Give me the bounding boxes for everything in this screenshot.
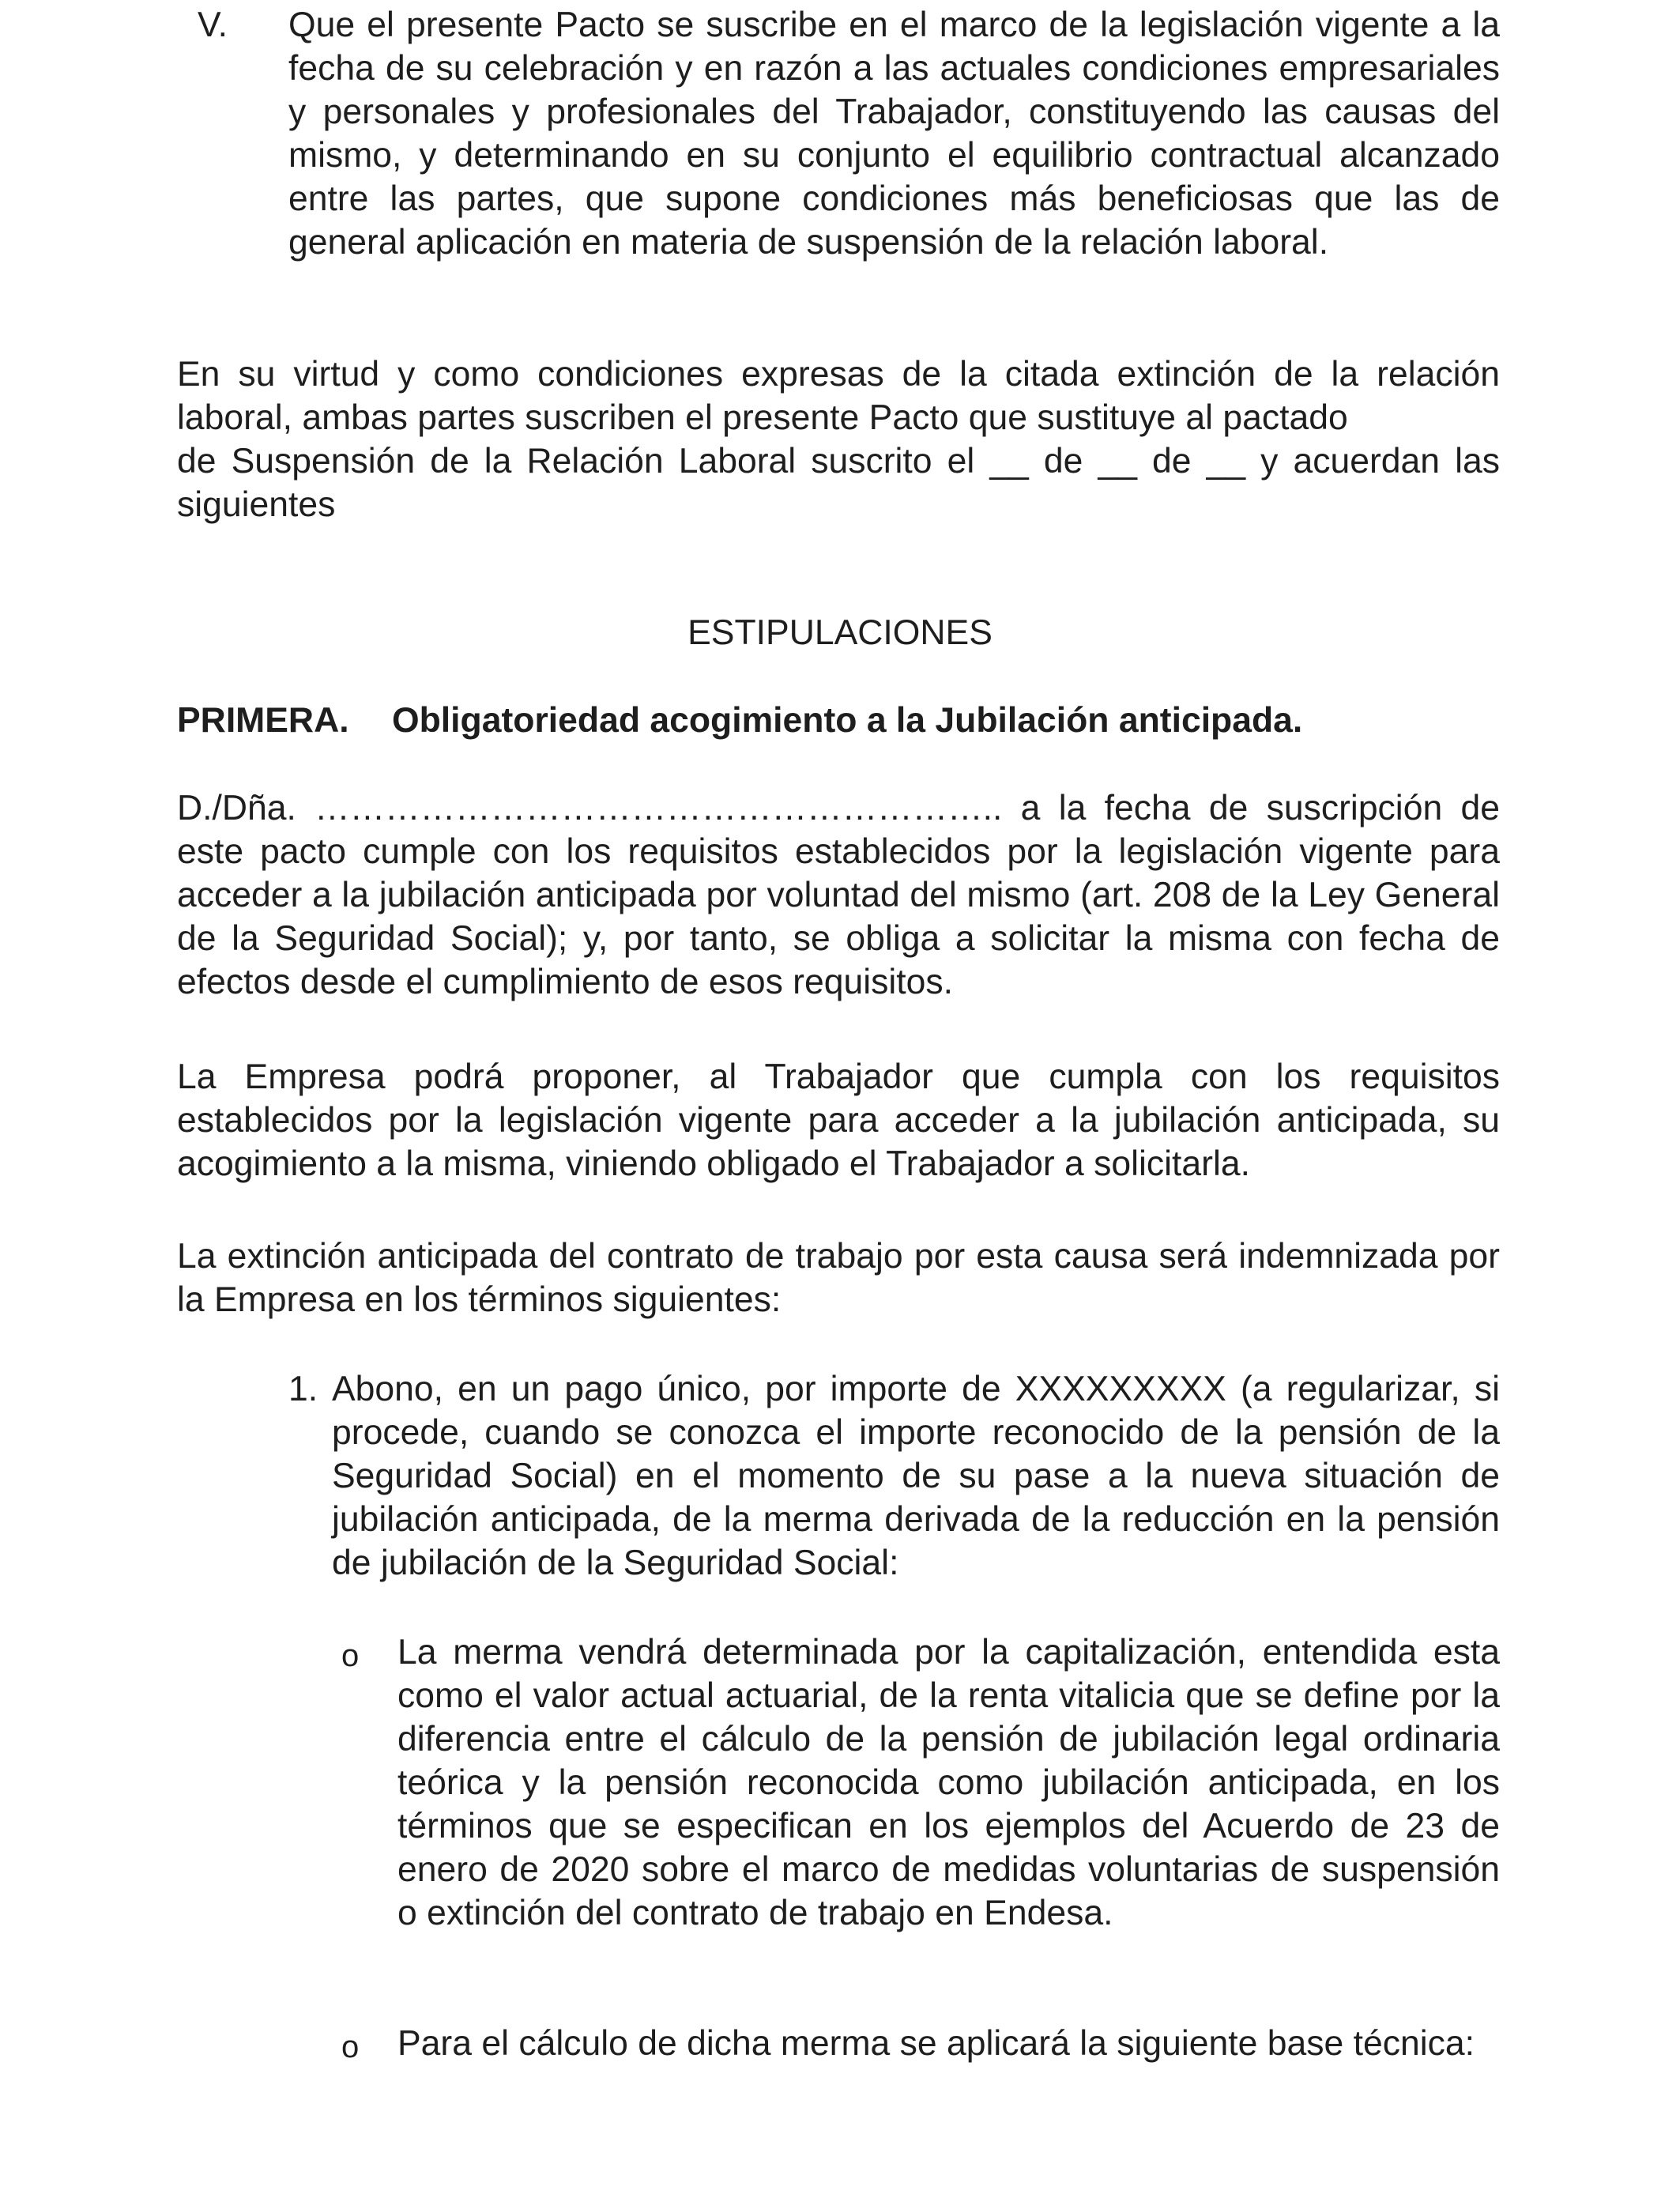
list-item-text: Abono, en un pago único, por importe de XXXXXXXXX (a regularizar, si procede, cuando se conozca el importe reconocido de la pensión de la Seguridad Social) en el momento de su pase a la nueva situación de jubilación anticipada, de la merma derivada de la reducción en la pensión de jubilación de la Seguridad Social: [332,1370,1500,1582]
intro-line: siguientes [177,485,336,524]
clause-title: Obligatoriedad acogimiento a la Jubilación anticipada. [392,701,1303,740]
clause-heading [177,699,1302,742]
paragraph-requirements: D./Dña. ………………………………………………….. a la fecha de suscripción de este pacto cumple con los requisitos establecidos por la legislación vigente para acceder a la jubilación anticipada por voluntad del mismo (art. 208 de la Ley General de la Seguridad Social); y, por tanto, se obliga a solicitar la misma con fecha de efectos desde el cumplimiento de esos requisitos. [177,789,1500,1001]
intro-line: En su virtud y como condiciones expresas de la citada extinción de la relación [177,355,1500,394]
section-v-numeral: V. [198,6,228,44]
list-item-number: 1. [288,1370,318,1408]
bullet-marker: o [341,2030,360,2064]
clause-number: PRIMERA. [177,701,349,740]
section-heading: ESTIPULACIONES [687,613,993,652]
bullet-text: Para el cálculo de dicha merma se aplicará la siguiente base técnica: [397,2024,1475,2063]
intro-line: de Suspensión de la Relación Laboral suscrito el __ de __ de __ y acuerdan las [177,442,1500,481]
paragraph-indemnity: La extinción anticipada del contrato de trabajo por esta causa será indemnizada por la Empresa en los términos siguientes: [177,1237,1500,1319]
bullet-marker: o [341,1638,360,1673]
intro-line: laboral, ambas partes suscriben el presente Pacto que sustituye al pactado [177,398,1348,437]
paragraph-company-proposal: La Empresa podrá proponer, al Trabajador que cumpla con los requisitos establecidos por la legislación vigente para acceder a la jubilación anticipada, su acogimiento a la misma, viniendo obligado el Trabajador a solicitarla. [177,1057,1500,1183]
bullet-text: La merma vendrá determinada por la capitalización, entendida esta como el valor actual actuarial, de la renta vitalicia que se define por la diferencia entre el cálculo de la pensión de jubilación legal ordinaria teórica y la pensión reconocida como jubilación anticipada, en los términos que se especifican en los ejemplos del Acuerdo de 23 de enero de 2020 sobre el marco de medidas voluntarias de suspensión o extinción del contrato de trabajo en Endesa. [397,1633,1500,1932]
intro-paragraph [177,352,1500,526]
section-v-text: Que el presente Pacto se suscribe en el marco de la legislación vigente a la fecha de su celebración y en razón a las actuales condiciones empresariales y personales y profesionales del Trabajador, constituyendo las causas del mismo, y determinando en su conjunto el equilibrio contractual alcanzado entre las partes, que supone condiciones más beneficiosas que las de general aplicación en materia de suspensión de la relación laboral. [288,6,1500,262]
